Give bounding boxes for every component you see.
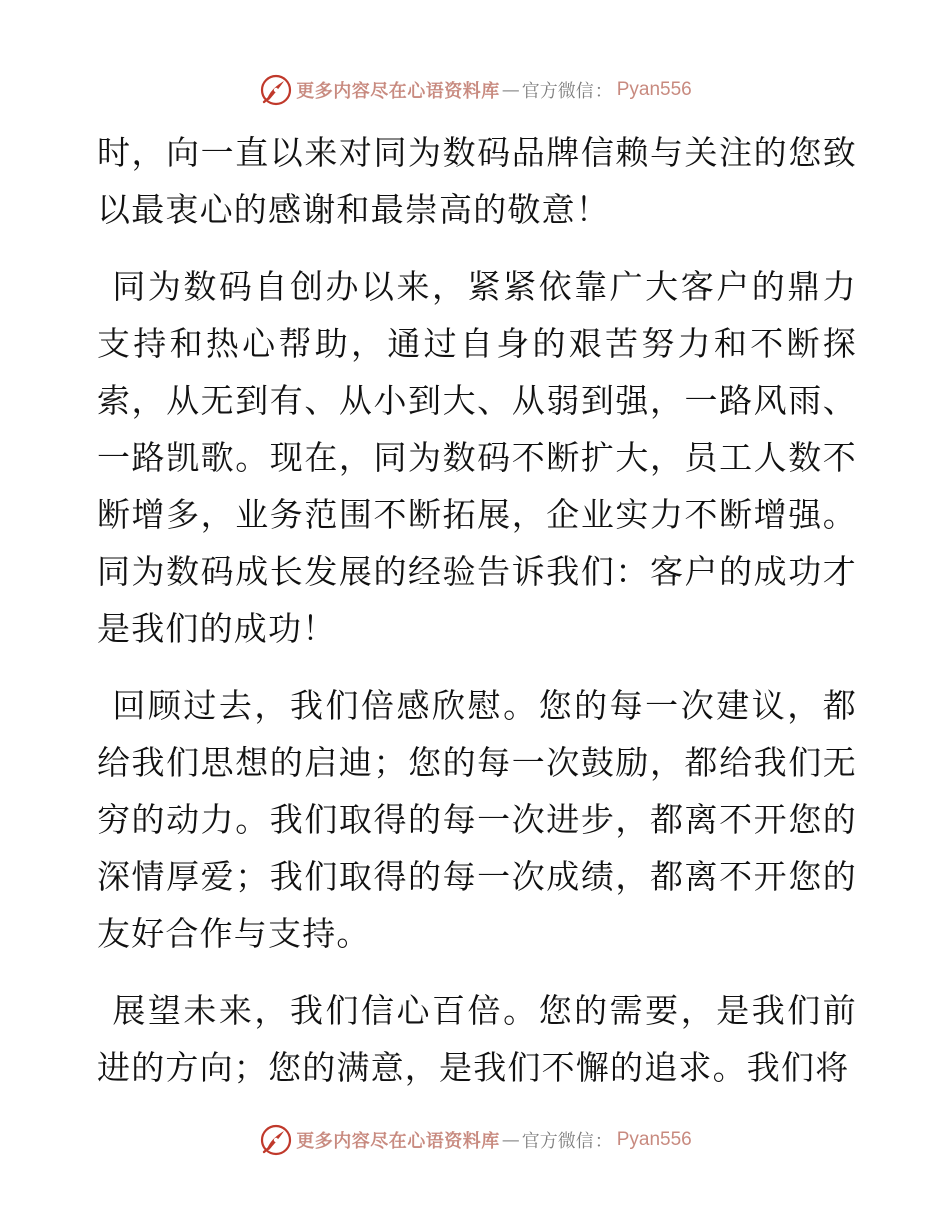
pen-nib-icon bbox=[258, 72, 294, 108]
header-watermark bbox=[0, 70, 950, 110]
watermark-colon: ： bbox=[594, 1131, 613, 1152]
paragraph-text: 同为数码自创办以来，紧紧依靠广大客户的鼎力支持和热心帮助，通过自身的艰苦努力和不断探索，从无到有、从小到大、从弱到强，一路风雨、一路凯歌。现在，同为数码不断扩大，员工人数不断增多，业务范围不断拓展，企业实力不断增强。同为数码成长发展的经验告诉我们：客户的成功才是我们的成功！ bbox=[97, 267, 857, 648]
paragraph-text: 展望未来，我们信心百倍。您的需要，是我们前进的方向；您的满意，是我们不懈的追求。我们将 bbox=[97, 991, 857, 1087]
footer-watermark bbox=[0, 1120, 950, 1160]
paragraph bbox=[97, 258, 857, 657]
watermark-colon: ： bbox=[594, 81, 613, 102]
watermark-dash: — bbox=[501, 79, 520, 101]
paragraph bbox=[97, 982, 857, 1096]
watermark-text: 更多内容尽在心语资料库 bbox=[296, 81, 500, 102]
pen-nib-icon bbox=[258, 1122, 294, 1158]
watermark-wechat-id: Pyan556 bbox=[616, 1129, 692, 1150]
watermark-official-label: 官方微信 bbox=[521, 81, 594, 102]
watermark-official-label: 官方微信 bbox=[521, 1131, 594, 1152]
watermark-text: 更多内容尽在心语资料库 bbox=[296, 1131, 500, 1152]
paragraph bbox=[97, 677, 857, 962]
watermark-dash: — bbox=[501, 1129, 520, 1151]
document-body bbox=[97, 124, 857, 1116]
watermark-wechat-id: Pyan556 bbox=[616, 79, 692, 100]
paragraph-text: 时，向一直以来对同为数码品牌信赖与关注的您致以最衷心的感谢和最崇高的敬意！ bbox=[97, 133, 857, 229]
paragraph-text: 回顾过去，我们倍感欣慰。您的每一次建议，都给我们思想的启迪；您的每一次鼓励，都给我们无穷的动力。我们取得的每一次进步，都离不开您的深情厚爱；我们取得的每一次成绩，都离不开您的友好合作与支持。 bbox=[97, 686, 857, 953]
paragraph bbox=[97, 124, 857, 238]
